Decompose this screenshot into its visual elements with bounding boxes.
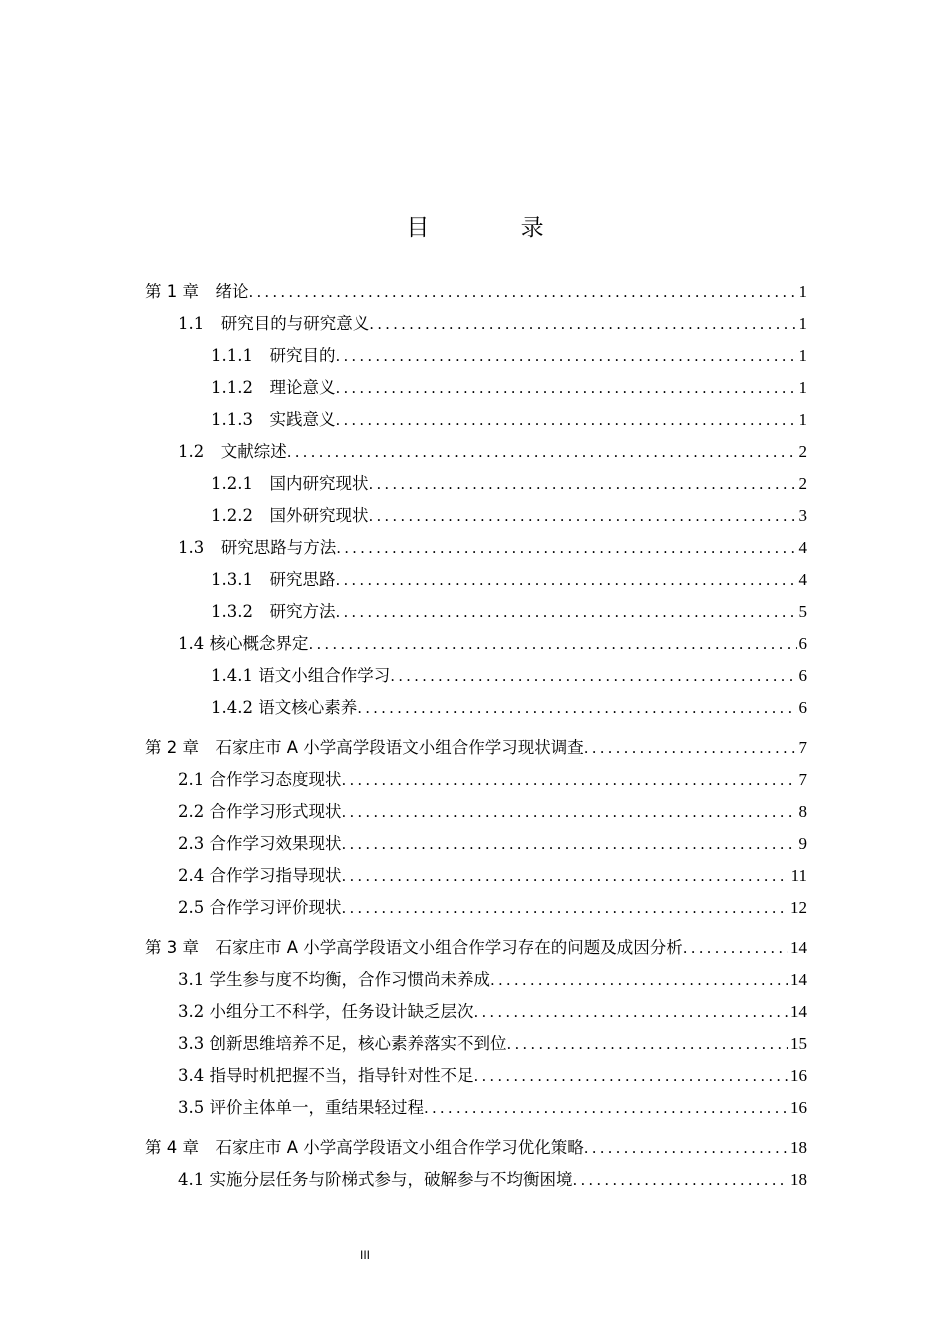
toc-leader-dots bbox=[335, 596, 796, 628]
toc-leader-dots bbox=[342, 860, 789, 892]
toc-entry-label: 2.5 合作学习评价现状 bbox=[178, 898, 342, 917]
toc-page-number: 7 bbox=[798, 738, 807, 757]
toc-page-number: 18 bbox=[790, 1138, 807, 1157]
toc-entry-label: 第 4 章 石家庄市 A 小学高学段语文小组合作学习优化策略 bbox=[145, 1138, 584, 1157]
toc-entry[interactable] bbox=[145, 404, 807, 436]
table-of-contents bbox=[145, 276, 807, 1196]
toc-entry[interactable] bbox=[145, 1028, 807, 1060]
toc-chapter-entry[interactable] bbox=[145, 732, 807, 764]
toc-entry-label: 2.1 合作学习态度现状 bbox=[178, 770, 342, 789]
toc-page-number: 1 bbox=[798, 410, 807, 429]
toc-leader-dots bbox=[474, 1060, 789, 1092]
toc-entry[interactable] bbox=[145, 860, 807, 892]
toc-entry[interactable] bbox=[145, 436, 807, 468]
toc-entry-label: 1.3.2 研究方法 bbox=[211, 602, 336, 621]
toc-entry-label: 1.1 研究目的与研究意义 bbox=[178, 314, 370, 333]
page-title: 目 录 bbox=[406, 215, 586, 241]
toc-page-number: 4 bbox=[798, 538, 807, 557]
toc-leader-dots bbox=[490, 964, 788, 996]
toc-leader-dots bbox=[342, 828, 797, 860]
toc-entry-label: 1.1.2 理论意义 bbox=[211, 378, 336, 397]
toc-page-number: 3 bbox=[798, 506, 807, 525]
toc-page-number: 16 bbox=[790, 1098, 807, 1117]
toc-page-number: 14 bbox=[790, 970, 807, 989]
toc-leader-dots bbox=[390, 660, 796, 692]
toc-entry[interactable] bbox=[145, 340, 807, 372]
toc-leader-dots bbox=[335, 340, 796, 372]
toc-entry[interactable] bbox=[145, 692, 807, 724]
toc-entry-label: 1.4.1 语文小组合作学习 bbox=[211, 666, 391, 685]
toc-entry[interactable] bbox=[145, 308, 807, 340]
toc-entry-label: 2.4 合作学习指导现状 bbox=[178, 866, 342, 885]
toc-leader-dots bbox=[584, 1132, 788, 1164]
toc-entry[interactable] bbox=[145, 1092, 807, 1124]
toc-entry[interactable] bbox=[145, 796, 807, 828]
toc-entry[interactable] bbox=[145, 532, 807, 564]
toc-leader-dots bbox=[249, 276, 797, 308]
toc-leader-dots bbox=[336, 532, 796, 564]
toc-leader-dots bbox=[335, 372, 796, 404]
toc-entry-label: 1.4.2 语文核心素养 bbox=[211, 698, 358, 717]
toc-entry[interactable] bbox=[145, 500, 807, 532]
toc-page-number: 4 bbox=[798, 570, 807, 589]
toc-leader-dots bbox=[342, 796, 797, 828]
toc-leader-dots bbox=[424, 1092, 788, 1124]
toc-page-number: 9 bbox=[798, 834, 807, 853]
toc-entry-label: 1.4 核心概念界定 bbox=[178, 634, 309, 653]
toc-page-number: 1 bbox=[798, 282, 807, 301]
toc-page-number: 14 bbox=[790, 938, 807, 957]
toc-leader-dots bbox=[342, 764, 797, 796]
toc-entry-label: 3.4 指导时机把握不当，指导针对性不足 bbox=[178, 1066, 474, 1085]
toc-entry[interactable] bbox=[145, 996, 807, 1028]
toc-leader-dots bbox=[335, 404, 796, 436]
toc-entry-label: 3.2 小组分工不科学，任务设计缺乏层次 bbox=[178, 1002, 474, 1021]
toc-page-number: 1 bbox=[798, 346, 807, 365]
toc-entry-label: 3.1 学生参与度不均衡，合作习惯尚未养成 bbox=[178, 970, 490, 989]
toc-page-number: 18 bbox=[790, 1170, 807, 1189]
toc-page-number: 15 bbox=[790, 1034, 807, 1053]
toc-page-number: 11 bbox=[790, 866, 807, 885]
toc-page-number: 7 bbox=[798, 770, 807, 789]
toc-entry-label: 1.2.1 国内研究现状 bbox=[211, 474, 369, 493]
toc-leader-dots bbox=[287, 436, 797, 468]
toc-entry-label: 1.2.2 国外研究现状 bbox=[211, 506, 369, 525]
toc-page-number: 1 bbox=[798, 378, 807, 397]
toc-page-number: 8 bbox=[798, 802, 807, 821]
toc-entry-label: 4.1 实施分层任务与阶梯式参与，破解参与不均衡困境 bbox=[178, 1170, 573, 1189]
toc-entry[interactable] bbox=[145, 764, 807, 796]
toc-entry-label: 1.3 研究思路与方法 bbox=[178, 538, 337, 557]
toc-entry[interactable] bbox=[145, 892, 807, 924]
toc-entry-label: 第 1 章 绪论 bbox=[145, 282, 249, 301]
toc-page-number: 2 bbox=[798, 442, 807, 461]
toc-leader-dots bbox=[507, 1028, 789, 1060]
toc-leader-dots bbox=[342, 892, 789, 924]
toc-entry[interactable] bbox=[145, 1164, 807, 1196]
toc-leader-dots bbox=[368, 500, 796, 532]
toc-leader-dots bbox=[584, 732, 797, 764]
toc-entry-label: 3.5 评价主体单一，重结果轻过程 bbox=[178, 1098, 424, 1117]
toc-entry[interactable] bbox=[145, 372, 807, 404]
toc-entry[interactable] bbox=[145, 628, 807, 660]
toc-entry[interactable] bbox=[145, 564, 807, 596]
toc-page-number: 16 bbox=[790, 1066, 807, 1085]
toc-leader-dots bbox=[309, 628, 797, 660]
toc-entry-label: 1.3.1 研究思路 bbox=[211, 570, 336, 589]
toc-leader-dots bbox=[474, 996, 789, 1028]
toc-chapter-entry[interactable] bbox=[145, 932, 807, 964]
page-number: III bbox=[359, 1248, 370, 1262]
toc-entry[interactable] bbox=[145, 828, 807, 860]
toc-leader-dots bbox=[335, 564, 796, 596]
toc-entry[interactable] bbox=[145, 596, 807, 628]
toc-entry-label: 2.3 合作学习效果现状 bbox=[178, 834, 342, 853]
toc-entry-label: 1.2 文献综述 bbox=[178, 442, 287, 461]
toc-entry-label: 1.1.3 实践意义 bbox=[211, 410, 336, 429]
toc-leader-dots bbox=[573, 1164, 789, 1196]
toc-page-number: 1 bbox=[798, 314, 807, 333]
toc-page-number: 12 bbox=[790, 898, 807, 917]
toc-entry-label: 第 3 章 石家庄市 A 小学高学段语文小组合作学习存在的问题及成因分析 bbox=[145, 938, 683, 957]
toc-leader-dots bbox=[369, 308, 796, 340]
toc-page-number: 14 bbox=[790, 1002, 807, 1021]
toc-chapter-entry[interactable] bbox=[145, 276, 807, 308]
toc-page-number: 2 bbox=[798, 474, 807, 493]
toc-entry[interactable] bbox=[145, 964, 807, 996]
toc-entry[interactable] bbox=[145, 468, 807, 500]
toc-leader-dots bbox=[368, 468, 796, 500]
toc-page-number: 6 bbox=[798, 634, 807, 653]
toc-page-number: 6 bbox=[798, 698, 807, 717]
toc-leader-dots bbox=[357, 692, 796, 724]
toc-entry-label: 2.2 合作学习形式现状 bbox=[178, 802, 342, 821]
toc-entry-label: 1.1.1 研究目的 bbox=[211, 346, 336, 365]
toc-chapter-entry[interactable] bbox=[145, 1132, 807, 1164]
toc-entry[interactable] bbox=[145, 660, 807, 692]
toc-entry-label: 3.3 创新思维培养不足，核心素养落实不到位 bbox=[178, 1034, 507, 1053]
toc-entry[interactable] bbox=[145, 1060, 807, 1092]
toc-leader-dots bbox=[683, 932, 788, 964]
toc-entry-label: 第 2 章 石家庄市 A 小学高学段语文小组合作学习现状调查 bbox=[145, 738, 584, 757]
toc-page-number: 5 bbox=[798, 602, 807, 621]
toc-page-number: 6 bbox=[798, 666, 807, 685]
